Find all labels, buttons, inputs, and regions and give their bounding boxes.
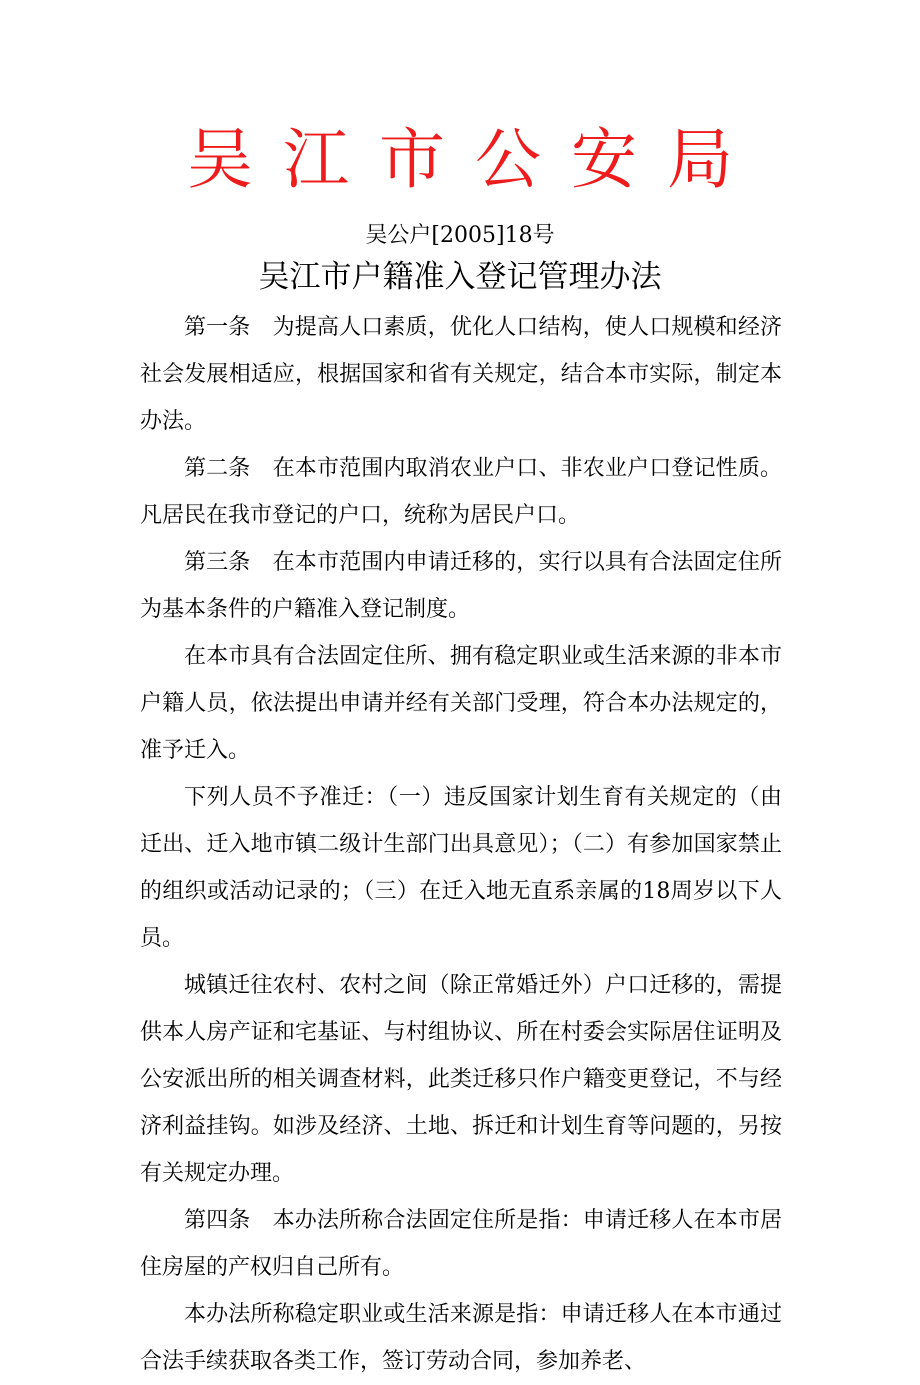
paragraph	[140, 774, 782, 962]
paragraph-text: 城镇迁往农村、农村之间（除正常婚迁外）户口迁移的，需提供本人房产证和宅基证、与村组协议、所在村委会实际居住证明及公安派出所的相关调查材料，此类迁移只作户籍变更登记，不与经济利益挂钩。如涉及经济、土地、拆迁和计划生育等问题的，另按有关规定办理。	[140, 973, 782, 1186]
paragraph-text: 本办法所称稳定职业或生活来源是指：申请迁移人在本市通过合法手续获取各类工作，签订劳动合同，参加养老、	[140, 1302, 782, 1374]
document-title: 吴江市户籍准入登记管理办法	[258, 259, 662, 295]
paragraph	[140, 304, 782, 445]
paragraph-text: 下列人员不予准迁：（一）违反国家计划生育有关规定的（由迁出、迁入地市镇二级计生部门出具意见）；（二）有参加国家禁止的组织或活动记录的；（三）在迁入地无直系亲属的18周岁以下人员。	[140, 785, 782, 951]
paragraph-text: 本办法所称合法固定住所是指：申请迁移人在本市居住房屋的产权归自己所有。	[140, 1208, 782, 1280]
article-label: 第三条	[184, 550, 251, 575]
paragraph	[140, 633, 782, 774]
paragraph	[140, 1197, 782, 1291]
paragraph-text: 在本市具有合法固定住所、拥有稳定职业或生活来源的非本市户籍人员，依法提出申请并经有关部门受理，符合本办法规定的，准予迁入。	[140, 644, 782, 763]
article-label: 第二条	[184, 456, 251, 481]
document-number: 吴公户[2005]18号	[365, 223, 555, 248]
paragraph	[140, 962, 782, 1197]
paragraph	[140, 1291, 782, 1385]
article-label: 第一条	[184, 315, 251, 340]
paragraph	[140, 539, 782, 633]
paragraph	[140, 445, 782, 539]
document-body	[140, 304, 782, 1385]
paragraph-text: 为提高人口素质，优化人口结构，使人口规模和经济社会发展相适应，根据国家和省有关规定，结合本市实际，制定本办法。	[140, 315, 782, 434]
paragraph-text: 在本市范围内取消农业户口、非农业户口登记性质。凡居民在我市登记的户口，统称为居民户口。	[140, 456, 782, 528]
paragraph-text: 在本市范围内申请迁移的，实行以具有合法固定住所为基本条件的户籍准入登记制度。	[140, 550, 782, 622]
article-label: 第四条	[184, 1208, 251, 1233]
issuer-header: 吴江市公安局	[187, 121, 763, 198]
